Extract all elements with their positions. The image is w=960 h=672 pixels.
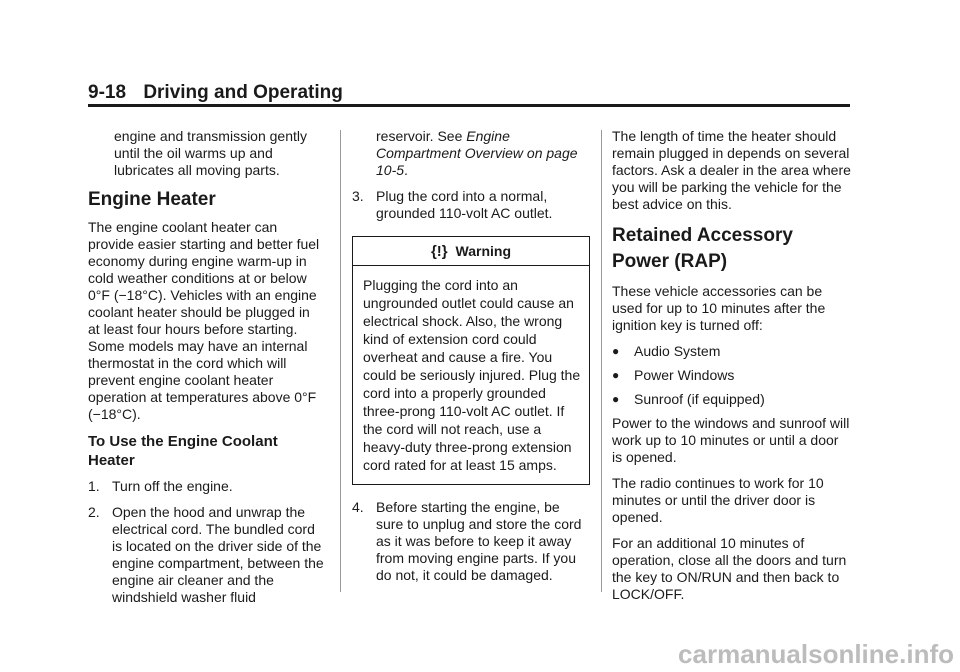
bullet-icon: ● [612, 392, 620, 406]
bullet-text: Audio System [634, 343, 721, 359]
continued-prefix: reservoir. See [376, 128, 467, 144]
bullet-item [612, 367, 852, 384]
warning-icon: {!} [430, 243, 448, 260]
warning-body: Plugging the cord into an ungrounded outlet could cause an electrical shock. Also, the wrong kind of extension cord could overheat and cause a fire. You could be seriously injured. Plug the cord into a properly grounded three-prong 110-volt AC outlet. If the cord will not reach, use a heavy-duty three-prong extension cord rated for at least 15 amps. [363, 277, 581, 473]
step-text: Open the hood and unwrap the electrical cord. The bundled cord is located on the driver side of the engine compartment, between the engine air cleaner and the windshield washer fluid [112, 504, 324, 605]
bullet-text: Power Windows [634, 367, 735, 383]
step-1 [88, 478, 324, 495]
section-title: Driving and Operating [143, 82, 343, 103]
step-4 [352, 499, 590, 584]
page-number: 9-18 [88, 82, 127, 103]
header-rule [88, 104, 850, 107]
bullet-item [612, 343, 852, 360]
step-number: 2. [88, 504, 100, 520]
bullet-text: Sunroof (if equipped) [634, 391, 765, 407]
engine-heater-heading: Engine Heater [88, 189, 216, 210]
bullet-icon: ● [612, 344, 620, 358]
warning-header [353, 237, 589, 266]
heater-time-paragraph: The length of time the heater should remain plugged in depends on several factors. Ask a dealer in the area where you will be parking the vehicle for the best advice on this. [612, 128, 851, 212]
column-3 [612, 128, 852, 612]
bullet-item [612, 391, 852, 408]
step-text: Plug the cord into a normal, grounded 110-volt AC outlet. [376, 188, 553, 221]
warning-title: Warning [455, 243, 512, 259]
step-number: 3. [352, 188, 364, 204]
column-2 [352, 128, 590, 593]
step-number: 4. [352, 499, 364, 515]
rap-intro-paragraph: These vehicle accessories can be used for up to 10 minutes after the ignition key is turned off: [612, 283, 826, 333]
windows-sunroof-paragraph: Power to the windows and sunroof will work up to 10 minutes or until a door is opened. [612, 415, 850, 465]
step-number: 1. [88, 478, 100, 494]
watermark-logo: carmanualsonline.info [678, 639, 954, 669]
continued-text [352, 128, 590, 179]
rap-heading: Retained Accessory Power (RAP) [612, 225, 793, 272]
step-text: Turn off the engine. [112, 478, 233, 494]
radio-paragraph: The radio continues to work for 10 minutes or until the driver door is opened. [612, 475, 824, 525]
column-divider-right [601, 130, 602, 592]
continued-suffix: . [404, 162, 408, 178]
additional-operation-paragraph: For an additional 10 minutes of operation, close all the doors and turn the key to ON/RUN and then back to LOCK/OFF. [612, 535, 847, 602]
column-divider-left [340, 130, 341, 592]
continued-text: engine and transmission gently until the oil warms up and lubricates all moving parts. [114, 128, 308, 178]
cross-reference-link[interactable]: Engine Compartment Overview on page 10-5 [376, 128, 578, 178]
engine-heater-paragraph: The engine coolant heater can provide easier starting and better fuel economy during engine warm-up in cold weather conditions at or below 0°F (−18°C). Vehicles with an engine coolant heater should be plugged in at least four hours before starting. Some models may have an internal thermostat in the cord which will prevent engine coolant heater operation at temperatures above 0°F (−18°C). [88, 219, 320, 422]
coolant-heater-subheading: To Use the Engine Coolant Heater [88, 433, 278, 469]
step-2 [88, 504, 324, 606]
warning-box [352, 236, 590, 485]
step-text: Before starting the engine, be sure to unplug and store the cord as it was before to keep it away from moving engine parts. If you do not, it could be damaged. [376, 499, 582, 583]
page-header [88, 82, 343, 104]
step-3 [352, 188, 590, 222]
column-1 [88, 128, 324, 615]
bullet-icon: ● [612, 368, 620, 382]
